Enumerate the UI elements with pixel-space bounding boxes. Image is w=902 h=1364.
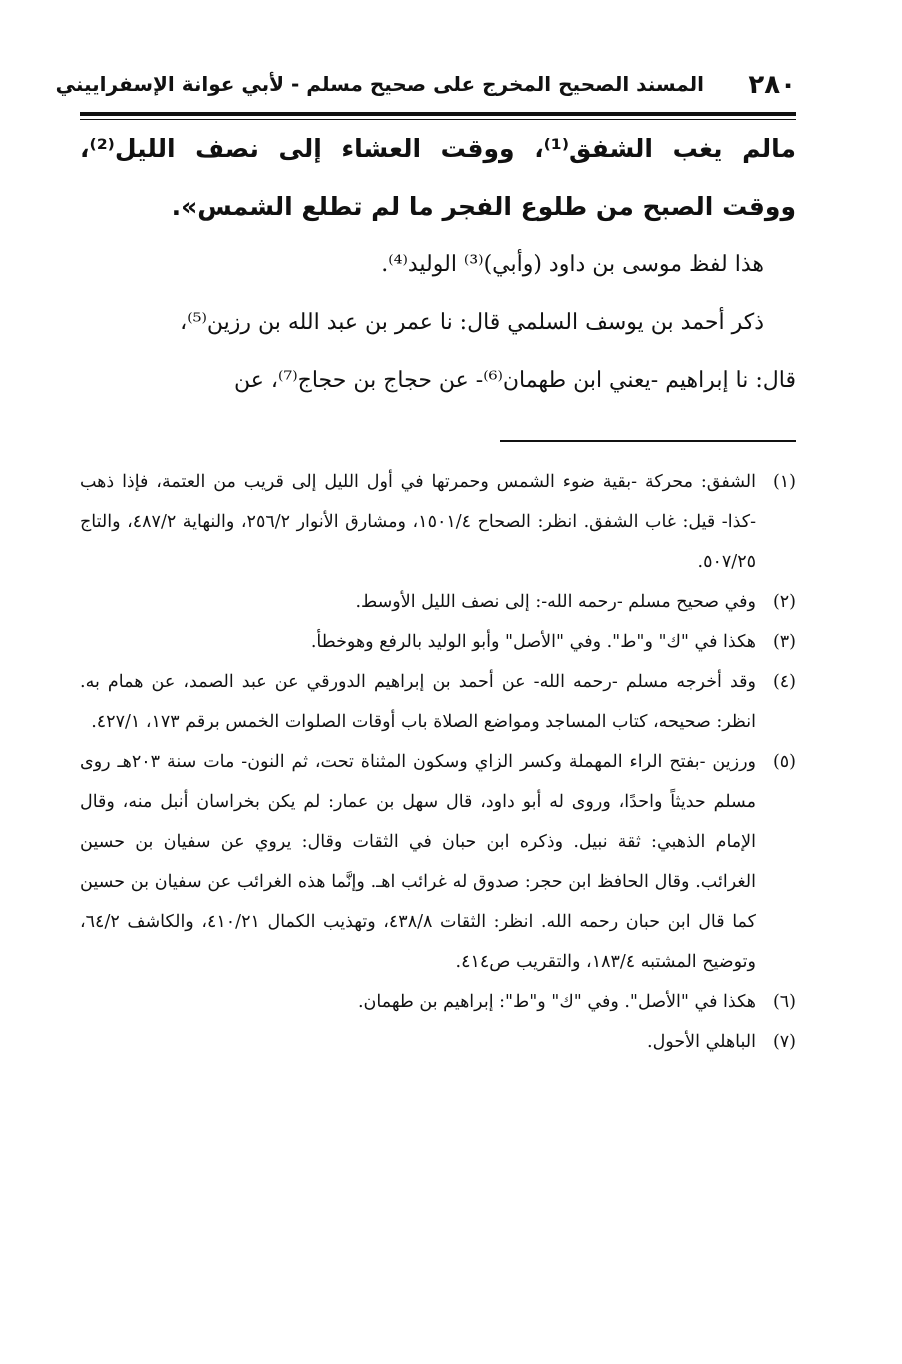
page-header	[55, 70, 796, 110]
footnote-6	[80, 982, 796, 1022]
text-line-2: هذا لفظ موسى بن داود (وأبي)⁽³⁾ الوليد⁽⁴⁾.	[381, 252, 764, 277]
footnote-text: وقد أخرجه مسلم -رحمه الله- عن أحمد بن إبراهيم الدورقي عن عبد الصمد، عن همام به. انظر: صحيحه، كتاب المساجد ومواضع الصلاة باب أوقات الصلوات الخمس برقم ١٧٣، ٤٢٧/١.	[80, 672, 756, 732]
footnote-text: وفي صحيح مسلم -رحمه الله-: إلى نصف الليل الأوسط.	[355, 592, 756, 612]
footnote-4	[80, 662, 796, 742]
footnote-number: (٦)	[772, 992, 796, 1012]
footnote-2	[80, 582, 796, 622]
footnote-divider	[500, 440, 796, 442]
text-line-4: قال: نا إبراهيم -يعني ابن طهمان⁽⁶⁾- عن حجاج بن حجاج⁽⁷⁾، عن	[234, 368, 796, 393]
header-rule-thick	[80, 112, 796, 116]
footnote-7	[80, 1022, 796, 1062]
hadith-text-bold: مالم يغب الشفق⁽¹⁾، ووقت العشاء إلى نصف الليل⁽²⁾، ووقت الصبح من طلوع الفجر ما لم تطلع الشمس».	[80, 134, 796, 221]
text-line-3: ذكر أحمد بن يوسف السلمي قال: نا عمر بن عبد الله بن رزين⁽⁵⁾،	[180, 310, 764, 335]
footnote-1	[80, 462, 796, 582]
footnote-5	[80, 742, 796, 982]
footnote-number: (١)	[772, 472, 796, 492]
footnote-number: (٥)	[772, 752, 796, 772]
footnote-number: (٣)	[772, 632, 796, 652]
footnote-text: هكذا في "الأصل". وفي "ك" و"ط": إبراهيم بن طهمان.	[357, 992, 756, 1012]
page-number: ٢٨٠	[748, 70, 796, 100]
footnote-3	[80, 622, 796, 662]
running-title: المسند الصحيح المخرج على صحيح مسلم - لأبي عوانة الإسفراييني	[55, 72, 704, 96]
footnote-number: (٤)	[772, 672, 796, 692]
footnote-text: الباهلي الأحول.	[647, 1032, 756, 1052]
footnote-number: (٧)	[772, 1032, 796, 1052]
footnote-number: (٢)	[772, 592, 796, 612]
footnotes	[80, 462, 796, 1062]
footnote-text: الشفق: محركة -بقية ضوء الشمس وحمرتها في أول الليل إلى قريب من العتمة، فإذا ذهب -كذا- قيل: غاب الشفق. انظر: الصحاح ١٥٠١/٤، ومشارق الأنوار ٢٥٦/٢، والنهاية ٤٨٧/٢، والتاج ٥٠٧/٢٥.	[80, 472, 756, 572]
footnote-text: ورزين -بفتح الراء المهملة وكسر الزاي وسكون المثناة تحت، ثم النون- مات سنة ٢٠٣هـ روى مسلم حديثاً واحدًا، وروى له أبو داود، قال سهل بن عمار: لم يكن بخراسان أنبل منه، وقال الإمام الذهبي: ثقة نبيل. وذكره ابن حبان في الثقات وقال: يروي عن سفيان بن حسين الغرائب. وقال الحافظ ابن حجر: صدوق له غرائب اهـ. وإنَّما هذه الغرائب عن سفيان بن حسين كما قال ابن حبان رحمه الله. انظر: الثقات ٤٣٨/٨، وتهذيب الكمال ٤١٠/٢١، والكاشف ٦٤/٢، وتوضيح المشتبه ١٨٣/٤، والتقريب ص٤١٤.	[80, 752, 756, 972]
footnote-text: هكذا في "ك" و"ط". وفي "الأصل" وأبو الوليد بالرفع وهوخطأ.	[310, 632, 756, 652]
main-text	[80, 120, 796, 410]
